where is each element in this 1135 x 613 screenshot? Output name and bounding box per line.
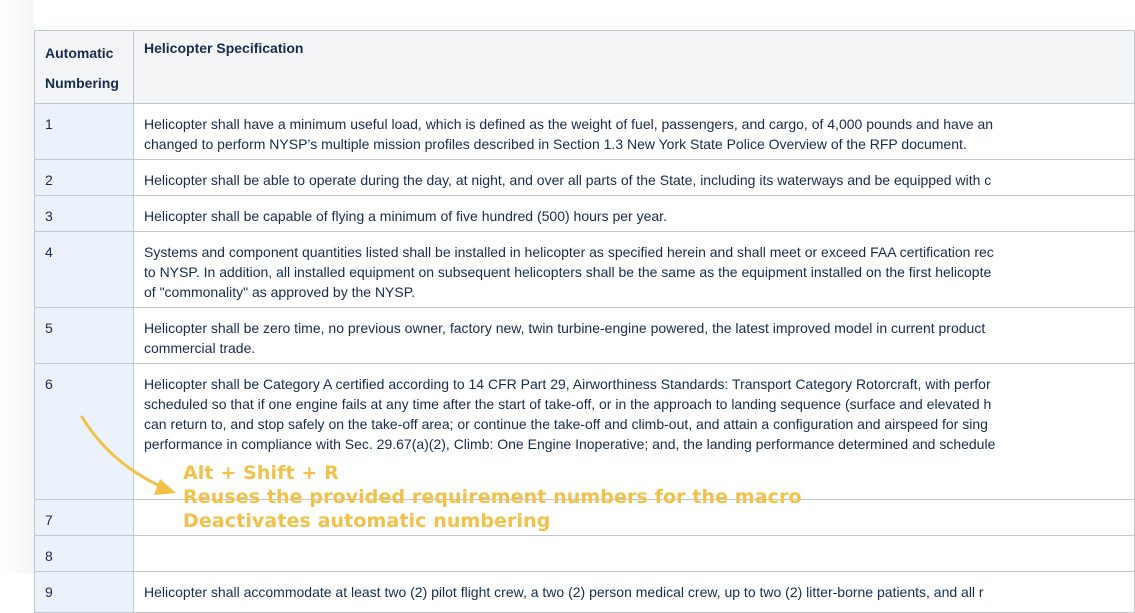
arrow-icon	[70, 405, 190, 505]
spec-text-cell[interactable]	[134, 308, 1135, 364]
spec-text-cell[interactable]	[134, 160, 1135, 196]
spec-text-line: changed to perform NYSP’s multiple mission profiles described in Section 1.3 New York State Police Overview of the RFP document.	[144, 136, 967, 152]
left-margin-shadow	[0, 0, 34, 573]
row-number-cell[interactable]: 5	[35, 308, 134, 364]
column-header-helicopter-specification[interactable]: Helicopter Specification	[134, 31, 1135, 104]
row-number-cell[interactable]: 2	[35, 160, 134, 196]
table-row	[35, 196, 1135, 232]
spec-text-line: scheduled so that if one engine fails at any time after the start of take-off, or in the approach to landing sequence (surface and elevated h	[144, 396, 992, 412]
spec-text-line: commercial trade.	[144, 340, 256, 356]
table-header-row	[35, 31, 1135, 104]
spec-text-line: Systems and component quantities listed shall be installed in helicopter as specified herein and shall meet or exceed FAA certification rec	[144, 244, 994, 260]
row-number-cell[interactable]: 7	[35, 500, 134, 536]
row-number-cell[interactable]: 9	[35, 572, 134, 613]
table-row	[35, 232, 1135, 308]
spec-text-line: Helicopter shall have a minimum useful load, which is defined as the weight of fuel, passengers, and cargo, of 4,000 pounds and have an	[144, 116, 994, 132]
spec-text-cell[interactable]	[134, 232, 1135, 308]
spec-text-cell[interactable]	[134, 572, 1135, 613]
spec-text-line: of "commonality" as approved by the NYSP.	[144, 284, 416, 300]
spec-text-cell[interactable]	[134, 196, 1135, 232]
spec-text-line: Helicopter shall be Category A certified according to 14 CFR Part 29, Airworthiness Standards: Transport Category Rotorcraft, with perfor	[144, 376, 991, 392]
spec-text-line: Helicopter shall be capable of flying a minimum of five hundred (500) hours per year.	[144, 208, 667, 224]
annotation-line-deactivate: Deactivates automatic numbering	[183, 510, 551, 532]
spec-text-line: Helicopter shall be zero time, no previous owner, factory new, twin turbine-engine powered, the latest improved model in current product	[144, 320, 986, 336]
table-row	[35, 160, 1135, 196]
column-header-automatic-numbering[interactable]: Automatic Numbering	[35, 31, 134, 104]
spec-text-line: to NYSP. In addition, all installed equipment on subsequent helicopters shall be the same as the equipment installed on the first helicopte	[144, 264, 992, 280]
spec-text-line: performance in compliance with Sec. 29.67(a)(2), Climb: One Engine Inoperative; and, the landing performance determined and schedule	[144, 436, 996, 452]
table-row	[35, 536, 1135, 572]
row-number-cell[interactable]: 8	[35, 536, 134, 572]
table-row	[35, 572, 1135, 613]
annotation-line-reuse: Reuses the provided requirement numbers for the macro	[183, 486, 802, 508]
row-number-cell[interactable]: 3	[35, 196, 134, 232]
annotation-shortcut: Alt + Shift + R	[183, 462, 339, 484]
spec-text-cell[interactable]	[134, 536, 1135, 572]
table-row	[35, 104, 1135, 160]
spec-text-cell[interactable]	[134, 104, 1135, 160]
spec-text-line: can return to, and stop safely on the take-off area; or continue the take-off and climb-out, and attain a configuration and airspeed for sing	[144, 416, 988, 432]
shortcut-annotation	[183, 461, 802, 533]
spec-text-line: Helicopter shall accommodate at least two (2) pilot flight crew, a two (2) person medical crew, up to two (2) litter-borne patients, and all r	[144, 584, 984, 600]
row-number-cell[interactable]: 4	[35, 232, 134, 308]
row-number-cell[interactable]: 1	[35, 104, 134, 160]
spec-text-line: Helicopter shall be able to operate during the day, at night, and over all parts of the State, including its waterways and be equipped with c	[144, 172, 992, 188]
row-number-cell[interactable]: 6	[35, 364, 134, 500]
table-row	[35, 308, 1135, 364]
